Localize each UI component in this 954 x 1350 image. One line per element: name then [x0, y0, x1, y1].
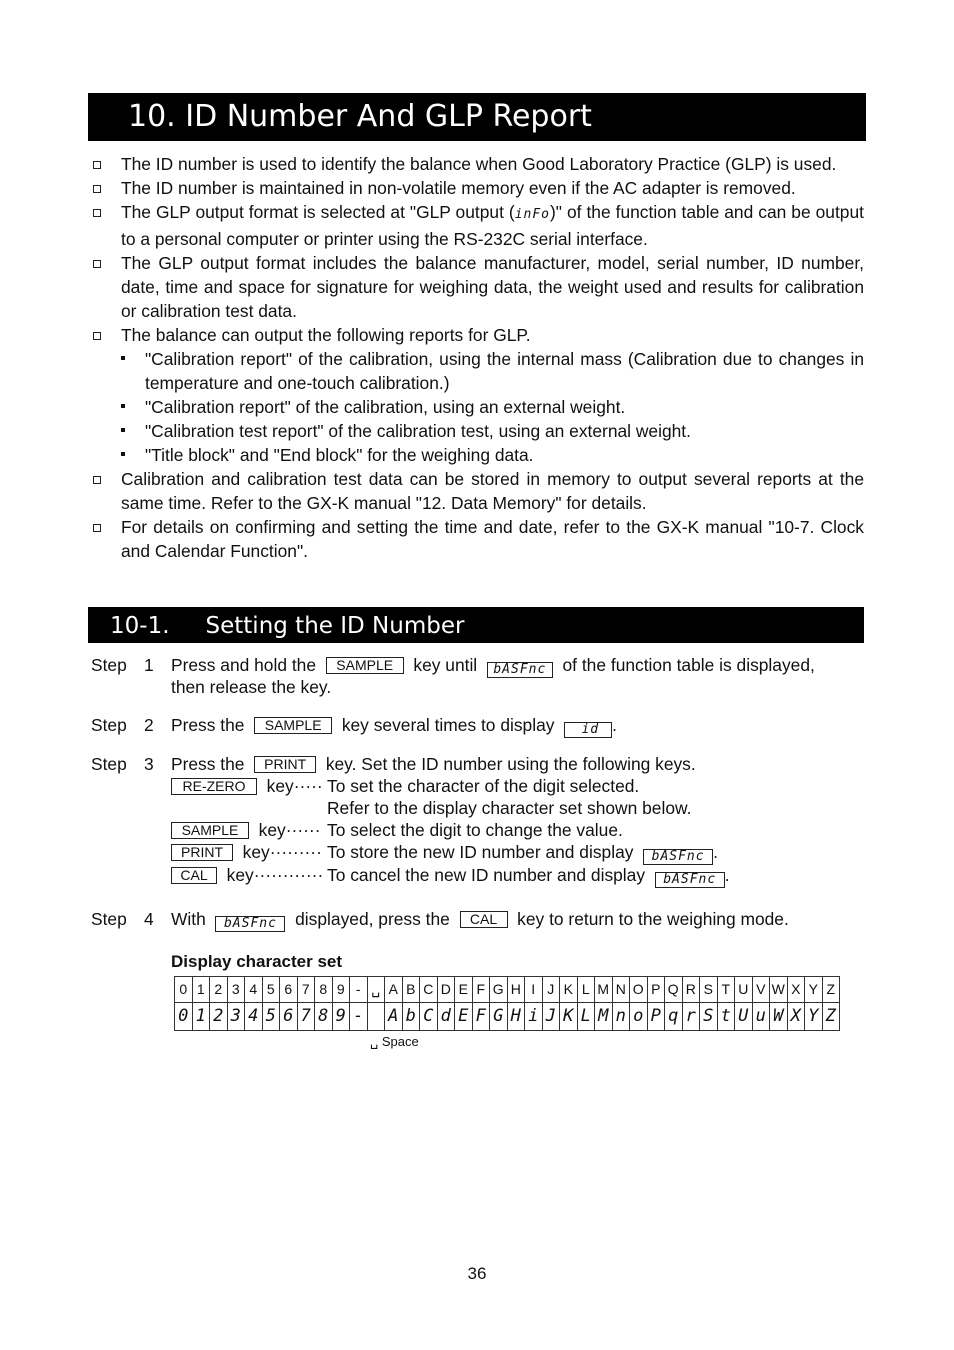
- charset-char-cell: -: [350, 977, 368, 1003]
- charset-char-cell: 2: [210, 977, 228, 1003]
- sub-bullet-item: "Title block" and "End block" for the weighing data.: [92, 443, 864, 467]
- display-basfnc: bASFnc: [655, 872, 725, 888]
- charset-segment-cell: 0: [175, 1003, 193, 1031]
- charset-segment-cell: u: [752, 1003, 770, 1031]
- charset-segment-cell: 9: [332, 1003, 350, 1031]
- charset-char-cell: D: [437, 977, 455, 1003]
- charset-segment-cell: P: [647, 1003, 665, 1031]
- bullet-item: For details on confirming and setting the time and date, refer to the GX-K manual "10-7. Clock and Calendar Function".: [92, 515, 864, 563]
- charset-char-cell: 0: [175, 977, 193, 1003]
- charset-segment-cell: U: [735, 1003, 753, 1031]
- display-basfnc: bASFnc: [643, 849, 713, 865]
- bullet-item: The ID number is maintained in non-volatile memory even if the AC adapter is removed.: [92, 176, 864, 200]
- cal-key: CAL: [171, 867, 217, 884]
- charset-segment-cell: G: [490, 1003, 508, 1031]
- sample-key-row: SAMPLE key······: [171, 819, 320, 841]
- charset-char-cell: N: [612, 977, 630, 1003]
- step-3-text: Press the PRINT key. Set the ID number using the following keys.: [171, 754, 696, 774]
- charset-char-cell: 7: [297, 977, 315, 1003]
- charset-char-cell: E: [455, 977, 473, 1003]
- charset-char-cell: U: [735, 977, 753, 1003]
- rezero-desc-2: Refer to the display character set shown below.: [327, 798, 692, 818]
- charset-segment-cell: 4: [245, 1003, 263, 1031]
- charset-segment-cell: 2: [210, 1003, 228, 1031]
- display-basfnc: bASFnc: [487, 662, 553, 678]
- charset-segment-cell: M: [595, 1003, 613, 1031]
- charset-segment-cell: t: [717, 1003, 735, 1031]
- character-row: [175, 977, 840, 1003]
- charset-segment-cell: 6: [280, 1003, 298, 1031]
- cal-desc: To cancel the new ID number and display bASFnc .: [327, 865, 730, 887]
- charset-char-cell: R: [682, 977, 700, 1003]
- display-id: id: [564, 722, 612, 738]
- cal-key: CAL: [460, 911, 508, 928]
- step-3: Step: [91, 754, 127, 774]
- charset-char-cell: F: [472, 977, 490, 1003]
- sub-bullet-item: "Calibration report" of the calibration, using the internal mass (Calibration due to changes in temperature and one-touch calibration.): [92, 347, 864, 395]
- charset-segment-cell: S: [700, 1003, 718, 1031]
- sample-desc: To select the digit to change the value.: [327, 820, 623, 840]
- charset-char-cell: 8: [315, 977, 333, 1003]
- step-4: Step: [91, 909, 127, 929]
- charset-segment-cell: Z: [822, 1003, 840, 1031]
- step-4-number: 4: [144, 909, 154, 929]
- print-key-row: PRINT key·········: [171, 841, 322, 863]
- charset-segment-cell: r: [682, 1003, 700, 1031]
- charset-char-cell: ␣: [367, 977, 385, 1003]
- charset-segment-cell: -: [350, 1003, 368, 1031]
- sub-bullet-item: "Calibration test report" of the calibration test, using an external weight.: [92, 419, 864, 443]
- cal-key-row: CAL key············: [171, 864, 323, 886]
- charset-segment-cell: E: [455, 1003, 473, 1031]
- charset-segment-cell: H: [507, 1003, 525, 1031]
- charset-segment-cell: 7: [297, 1003, 315, 1031]
- charset-segment-cell: o: [630, 1003, 648, 1031]
- rezero-key-row: RE-ZERO key·····: [171, 775, 323, 797]
- charset-char-cell: Z: [822, 977, 840, 1003]
- charset-segment-cell: L: [577, 1003, 595, 1031]
- charset-segment-cell: K: [560, 1003, 578, 1031]
- charset-segment-cell: 1: [192, 1003, 210, 1031]
- charset-char-cell: M: [595, 977, 613, 1003]
- charset-char-cell: X: [787, 977, 805, 1003]
- charset-char-cell: 4: [245, 977, 263, 1003]
- sample-key: SAMPLE: [171, 822, 249, 839]
- bullet-item: The balance can output the following reports for GLP.: [92, 323, 864, 347]
- charset-char-cell: J: [542, 977, 560, 1003]
- charset-segment-cell: b: [402, 1003, 420, 1031]
- charset-segment-cell: q: [665, 1003, 683, 1031]
- page-number: 36: [467, 1264, 487, 1283]
- step-3-number: 3: [144, 754, 154, 774]
- charset-segment-cell: [367, 1003, 385, 1031]
- charset-char-cell: H: [507, 977, 525, 1003]
- charset-char-cell: C: [420, 977, 438, 1003]
- step-1-text-cont: then release the key.: [171, 677, 332, 697]
- print-key: PRINT: [171, 844, 233, 861]
- display-basfnc: bASFnc: [215, 916, 285, 932]
- step-4-text: With bASFnc displayed, press the CAL key to return to the weighing mode.: [171, 909, 789, 931]
- charset-segment-cell: Y: [805, 1003, 823, 1031]
- segment-row: [175, 1003, 840, 1031]
- step-1: Step: [91, 655, 127, 675]
- charset-segment-cell: 3: [227, 1003, 245, 1031]
- re-zero-key: RE-ZERO: [171, 778, 257, 795]
- charset-segment-cell: J: [542, 1003, 560, 1031]
- charset-segment-cell: d: [437, 1003, 455, 1031]
- charset-segment-cell: 8: [315, 1003, 333, 1031]
- subsection-title: 10-1. Setting the ID Number: [88, 607, 864, 643]
- charset-char-cell: 3: [227, 977, 245, 1003]
- charset-char-cell: 5: [262, 977, 280, 1003]
- charset-char-cell: O: [630, 977, 648, 1003]
- rezero-desc: To set the character of the digit selected.: [327, 776, 640, 796]
- space-note: ␣ Space: [370, 1034, 419, 1049]
- charset-segment-cell: W: [770, 1003, 788, 1031]
- charset-char-cell: 9: [332, 977, 350, 1003]
- sub-bullet-item: "Calibration report" of the calibration, using an external weight.: [92, 395, 864, 419]
- charset-char-cell: K: [560, 977, 578, 1003]
- charset-segment-cell: n: [612, 1003, 630, 1031]
- charset-char-cell: G: [490, 977, 508, 1003]
- charset-char-cell: 1: [192, 977, 210, 1003]
- step-2-text: Press the SAMPLE key several times to display id .: [171, 715, 617, 737]
- charset-char-cell: 6: [280, 977, 298, 1003]
- bullet-list: [92, 152, 864, 563]
- bullet-item: Calibration and calibration test data can be stored in memory to output several reports at the same time. Refer to the GX-K manual "12. Data Memory" for details.: [92, 467, 864, 515]
- charset-char-cell: Q: [665, 977, 683, 1003]
- sample-key: SAMPLE: [254, 717, 332, 734]
- bullet-item: The ID number is used to identify the balance when Good Laboratory Practice (GLP) is used.: [92, 152, 864, 176]
- charset-segment-cell: 5: [262, 1003, 280, 1031]
- charset-char-cell: A: [385, 977, 403, 1003]
- charset-char-cell: S: [700, 977, 718, 1003]
- charset-char-cell: B: [402, 977, 420, 1003]
- charset-segment-cell: X: [787, 1003, 805, 1031]
- step-1-text: Press and hold the SAMPLE key until bASFnc of the function table is displayed,: [171, 655, 815, 677]
- bullet-item: The GLP output format is selected at "GLP output (inFo)" of the function table and can be output to a personal computer or printer using the RS-232C serial interface.: [92, 200, 864, 251]
- charset-char-cell: T: [717, 977, 735, 1003]
- display-character-table: [174, 976, 840, 1031]
- charset-char-cell: V: [752, 977, 770, 1003]
- charset-char-cell: Y: [805, 977, 823, 1003]
- step-2: Step: [91, 715, 127, 735]
- charset-segment-cell: A: [385, 1003, 403, 1031]
- print-key: PRINT: [254, 756, 316, 773]
- charset-segment-cell: F: [472, 1003, 490, 1031]
- print-desc: To store the new ID number and display bASFnc .: [327, 842, 718, 864]
- charset-char-cell: P: [647, 977, 665, 1003]
- charset-segment-cell: i: [525, 1003, 543, 1031]
- charset-char-cell: I: [525, 977, 543, 1003]
- sample-key: SAMPLE: [326, 657, 404, 674]
- charset-caption: Display character set: [171, 952, 343, 971]
- display-info: inFo: [514, 207, 550, 222]
- bullet-item: The GLP output format includes the balance manufacturer, model, serial number, ID number, date, time and space for signature for weighing data, the weight used and results for calibration or calibration test data.: [92, 251, 864, 323]
- step-2-number: 2: [144, 715, 154, 735]
- charset-char-cell: W: [770, 977, 788, 1003]
- step-1-number: 1: [144, 655, 154, 675]
- charset-segment-cell: C: [420, 1003, 438, 1031]
- charset-char-cell: L: [577, 977, 595, 1003]
- section-title: 10. ID Number And GLP Report: [88, 93, 866, 141]
